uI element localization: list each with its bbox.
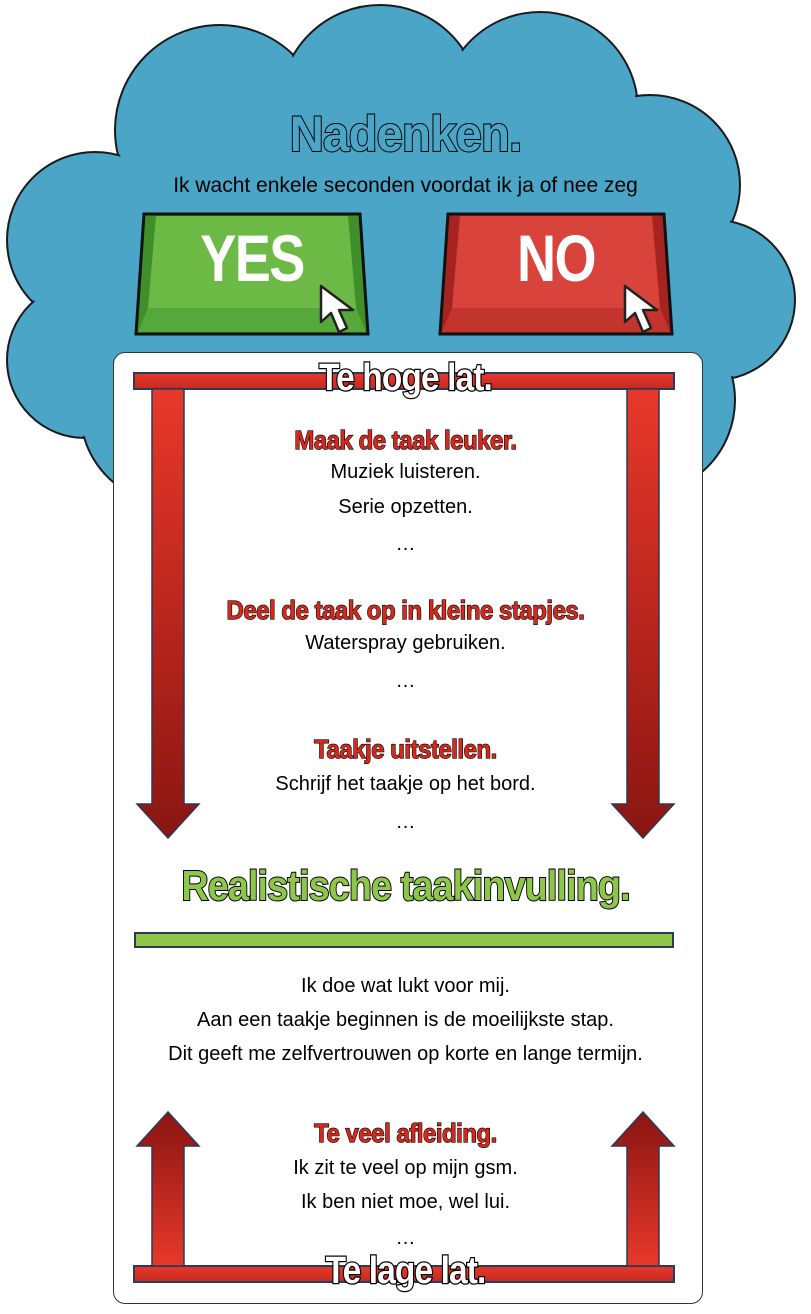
no-key-label: NO bbox=[517, 221, 595, 295]
section-line: … bbox=[395, 811, 416, 833]
section-heading: Taakje uitstellen. bbox=[314, 734, 497, 764]
section-line: … bbox=[395, 1227, 416, 1249]
cloud-subtitle: Ik wacht enkele seconden voordat ik ja of nee zeg bbox=[173, 174, 638, 197]
middle-line: Ik doe wat lukt voor mij. bbox=[301, 975, 510, 997]
section-line: Ik ben niet moe, wel lui. bbox=[301, 1191, 510, 1213]
section-line: … bbox=[395, 533, 416, 555]
top-bar-label: Te hoge lat. bbox=[319, 357, 492, 399]
yes-key-label: YES bbox=[200, 221, 304, 295]
section-heading: Maak de taak leuker. bbox=[294, 425, 517, 455]
middle-line: Aan een taakje beginnen is de moeilijkste stap. bbox=[197, 1009, 614, 1031]
section-line: Schrijf het taakje op het bord. bbox=[275, 773, 536, 795]
middle-line: Dit geeft me zelfvertrouwen op korte en lange termijn. bbox=[168, 1043, 643, 1065]
bottom-bar-label: Te lage lat. bbox=[325, 1250, 486, 1292]
section-heading: Te veel afleiding. bbox=[314, 1118, 497, 1148]
middle-title: Realistische taakinvulling. bbox=[181, 862, 630, 909]
section-line: Waterspray gebruiken. bbox=[305, 632, 506, 654]
section-line: … bbox=[395, 670, 416, 692]
section-heading: Deel de taak op in kleine stapjes. bbox=[226, 595, 585, 625]
cloud-title: Nadenken. bbox=[289, 106, 522, 162]
section-line: Muziek luisteren. bbox=[330, 461, 481, 483]
green-bar bbox=[134, 932, 674, 948]
section-line: Ik zit te veel op mijn gsm. bbox=[293, 1157, 518, 1179]
section-line: Serie opzetten. bbox=[338, 496, 473, 518]
